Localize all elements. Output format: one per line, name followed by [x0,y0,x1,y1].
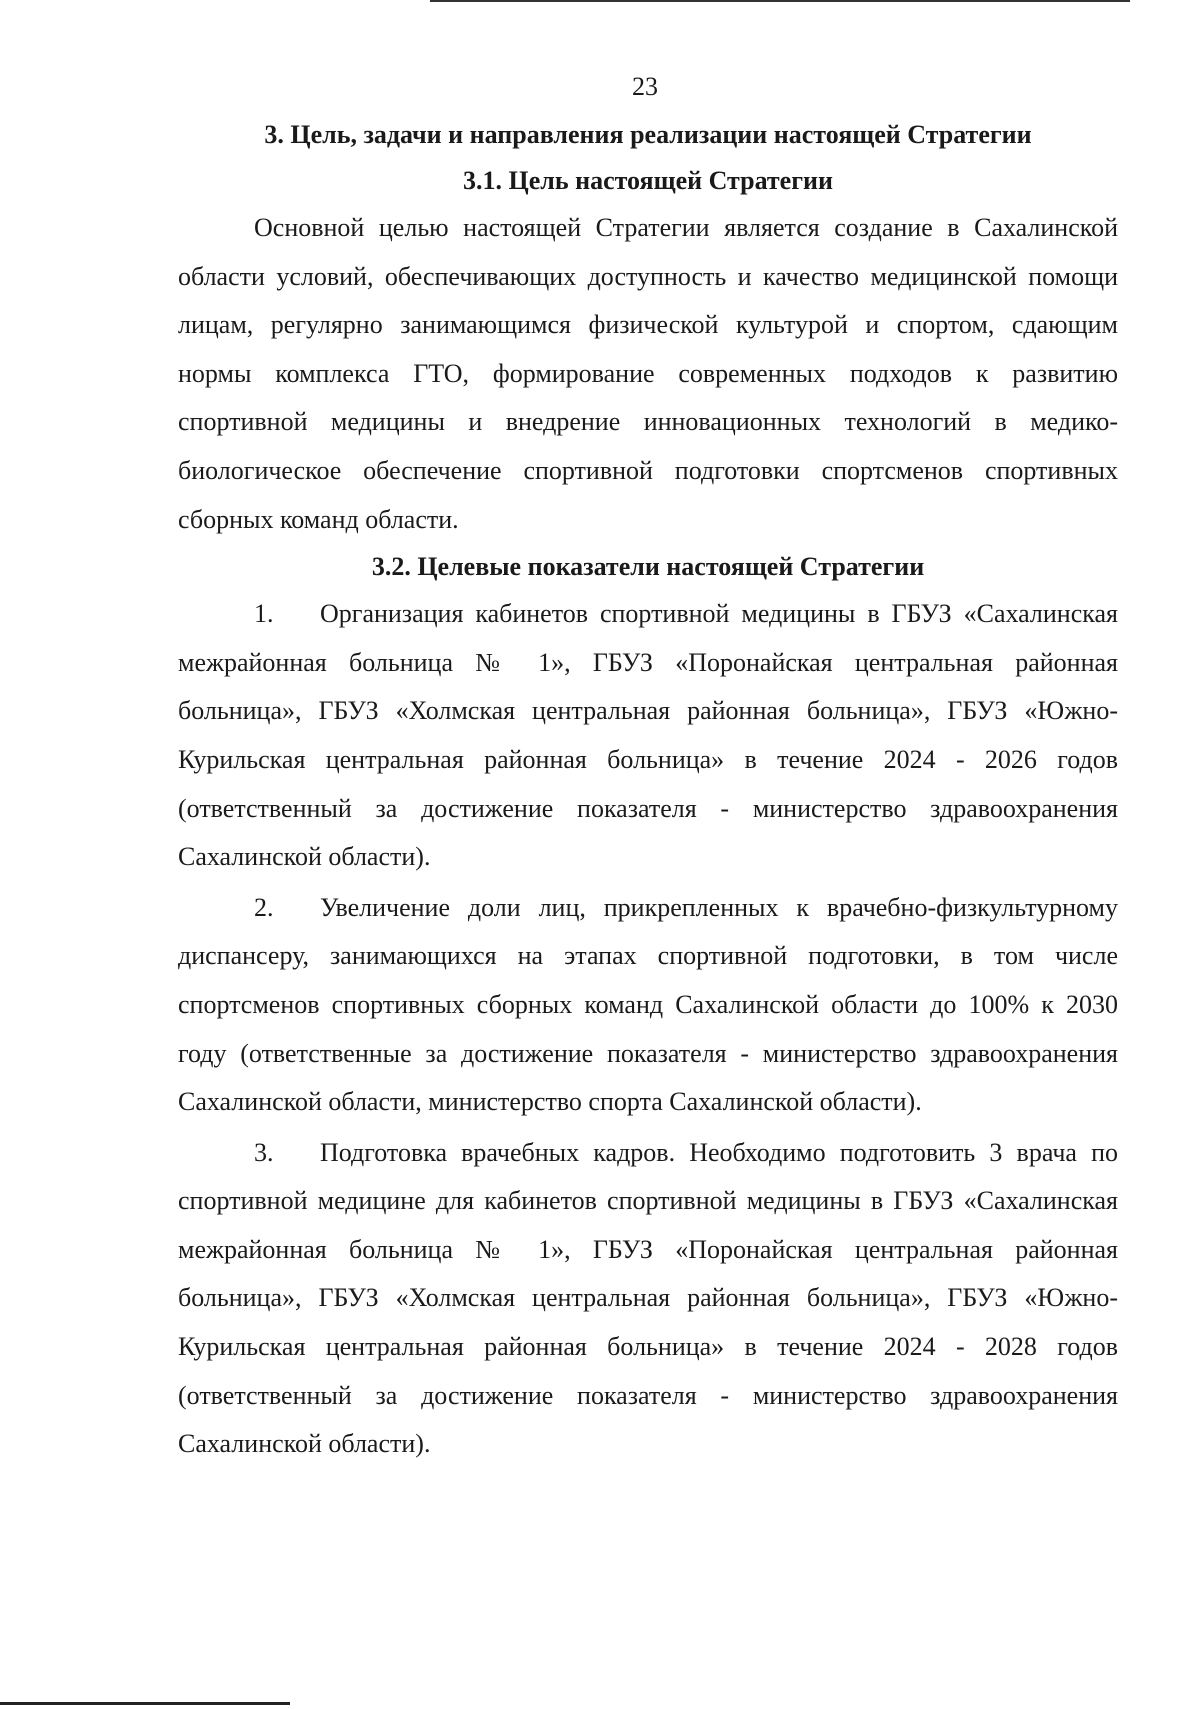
target-item-text: Подготовка врачебных кадров. Необходимо подготовить 3 врача по спортивной медицине для кабинетов спортивной медицины в ГБУЗ «Сахалинская межрайонная больница № 1», ГБУЗ «Поронайская центральная районная больница», ГБУЗ «Холмская центральная районная больница», ГБУЗ «Южно-Курильская центральная районная больница» в течение 2024 - 2028 годов (ответственный за достижение показателя - министерство здравоохранения Сахалинской области). [178,1137,1118,1459]
target-item-number: 1. [254,599,274,629]
subsection-goal-title: 3.1. Цель настоящей Стратегии [463,166,833,195]
bottom-divider [0,1702,290,1705]
target-item-number: 3. [254,1137,274,1167]
target-item-1 [178,590,1118,882]
page-content [178,112,1118,1469]
target-item-number: 2. [254,892,274,922]
target-item-3 [178,1129,1118,1469]
target-item-text: Организация кабинетов спортивной медицины в ГБУЗ «Сахалинская межрайонная больница № 1», ГБУЗ «Поронайская центральная районная больница», ГБУЗ «Холмская центральная районная больница», ГБУЗ «Южно-Курильская центральная районная больница» в течение 2024 - 2026 годов (ответственный за достижение показателя - министерство здравоохранения Сахалинской области). [178,599,1118,872]
target-item-text: Увеличение доли лиц, прикрепленных к врачебно-физкультурному диспансеру, занимающихся на этапах спортивной подготовки, в том числе спортсменов спортивных сборных команд Сахалинской области до 100% к 2030 году (ответственные за достижение показателя - министерство здравоохранения Сахалинской области, министерство спорта Сахалинской области). [178,892,1118,1117]
target-item-2 [178,884,1118,1127]
page-number: 23 [632,72,658,101]
subsection-targets-title: 3.2. Целевые показатели настоящей Стратегии [371,552,925,582]
goal-paragraph: Основной целью настоящей Стратегии является создание в Сахалинской области условий, обеспечивающих доступность и качество медицинской помощи лицам, регулярно занимающимся физической культурой и спортом, сдающим нормы комплекса ГТО, формирование современных подходов к развитию спортивной медицины и внедрение инновационных технологий в медико-биологическое обеспечение спортивной подготовки спортсменов спортивных сборных команд области. [178,213,1118,534]
section-title: 3. Цель, задачи и направления реализации настоящей Стратегии [264,120,1032,149]
top-divider [430,0,1130,2]
